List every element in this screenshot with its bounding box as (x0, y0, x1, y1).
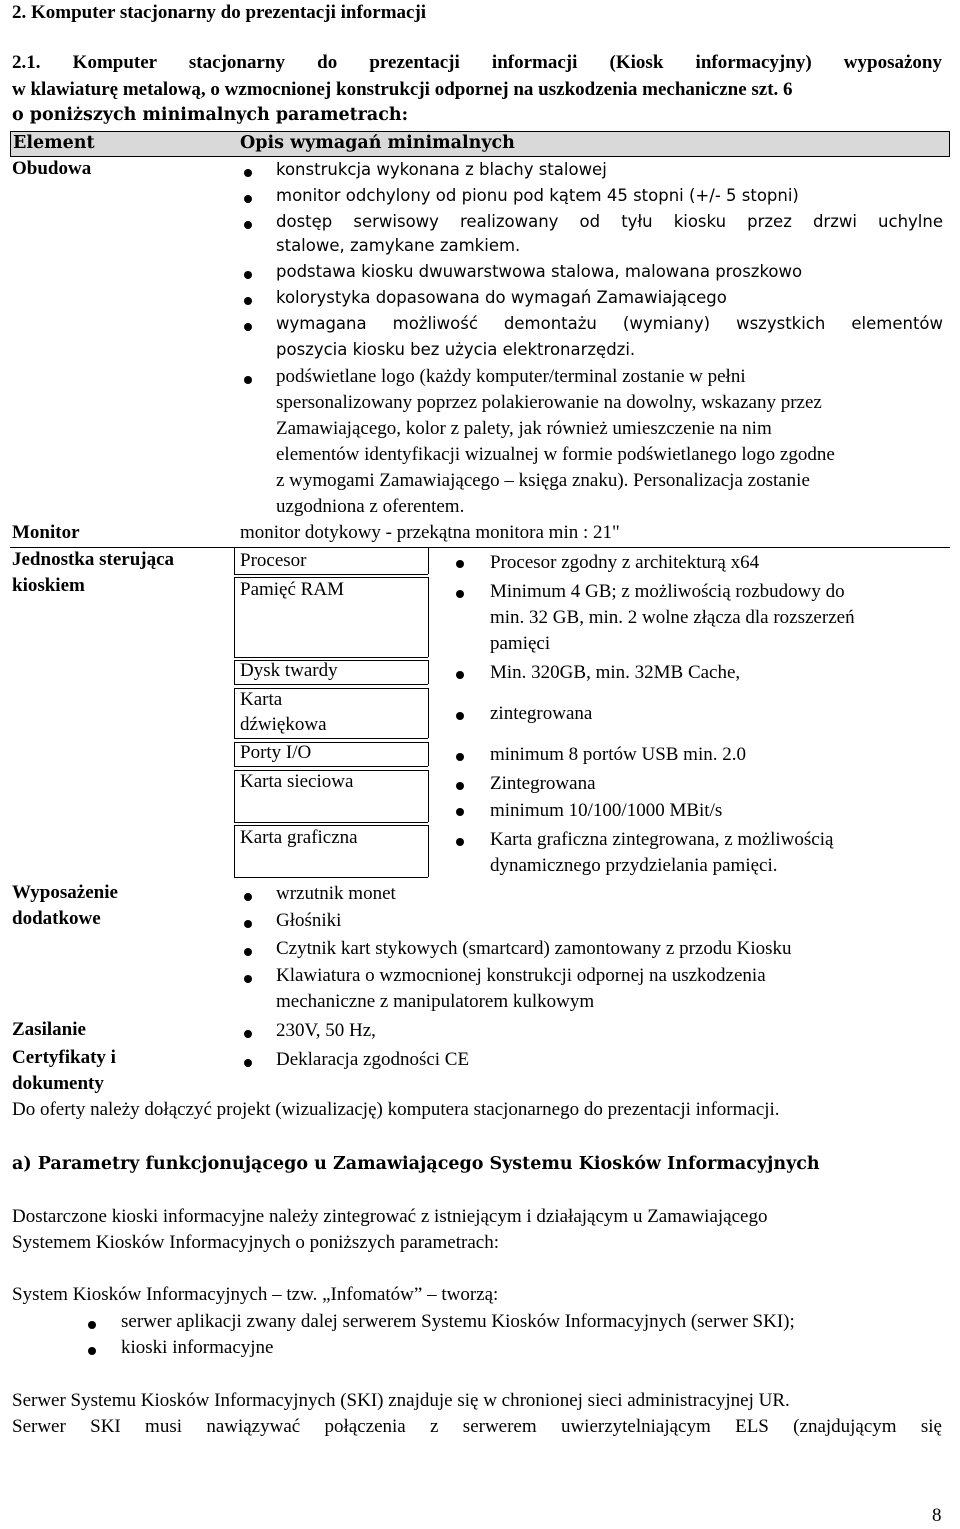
obudowa-item-cont: uzgodniona z oferentem. (276, 496, 465, 517)
obudowa-item: podstawa kiosku dwuwarstwowa stalowa, malowana proszkowo (276, 262, 803, 281)
row-label-extras-cont: dodatkowe (12, 908, 101, 929)
obudowa-item: wymagana możliwość demontażu (wymiany) wszystkich elementów (276, 314, 943, 333)
intro-line-2: w klawiaturę metalową, o wzmocnionej konstrukcji odpornej na uszkodzenia mechaniczne szt. 6 (12, 79, 793, 100)
obudowa-item: dostęp serwisowy realizowany od tyłu kiosku przez drzwi uchylne (276, 212, 943, 231)
component-value: pamięci (490, 633, 551, 654)
row-label-unit-cont: kioskiem (12, 575, 85, 596)
subtable-border (428, 577, 429, 657)
obudowa-item-cont: elementów identyfikacji wizualnej w formie podświetlanego logo zgodne (276, 444, 835, 465)
row-label-certs: Certyfikaty i (12, 1047, 116, 1068)
bullet-icon (244, 297, 252, 305)
component-name: Porty I/O (240, 742, 312, 763)
subtable-border (428, 742, 429, 766)
component-value: min. 32 GB, min. 2 wolne złącza dla rozszerzeń (490, 607, 855, 628)
bullet-icon (456, 838, 464, 846)
bullet-icon (244, 221, 252, 229)
row-border (10, 547, 950, 548)
subtable-border (428, 825, 429, 877)
table-top-border (10, 131, 950, 132)
bullet-icon (244, 195, 252, 203)
bullet-icon (456, 808, 464, 816)
subtable-border (234, 766, 428, 767)
component-value: Procesor zgodny z architekturą x64 (490, 552, 760, 573)
subtable-border (234, 688, 235, 738)
subtable-border (234, 742, 235, 766)
obudowa-item-cont: z wymogami Zamawiającego – księga znaku). Personalizacja zostanie (276, 470, 810, 491)
subtable-border (234, 770, 235, 822)
row-label-unit: Jednostka sterująca (12, 549, 175, 570)
header-description: Opis wymagań minimalnych (240, 133, 515, 153)
subheading: a) Parametry funkcjonującego u Zamawiającego Systemu Kiosków Informacyjnych (12, 1154, 820, 1174)
extras-item: Czytnik kart stykowych (smartcard) zamontowany z przodu Kiosku (276, 938, 792, 959)
subtable-border (234, 657, 428, 658)
bullet-icon (244, 1059, 252, 1067)
obudowa-item-cont: spersonalizowany poprzez polakierowanie na dowolny, wskazany przez (276, 392, 822, 413)
paragraph-line: Dostarczone kioski informacyjne należy zintegrować z istniejącym i działającym u Zamawiającego (12, 1206, 768, 1227)
bullet-icon (88, 1347, 96, 1355)
bullet-icon (244, 169, 252, 177)
subtable-border (428, 547, 429, 574)
component-name-cont: dźwiękowa (240, 714, 327, 735)
bullet-icon (456, 671, 464, 679)
row-label-extras: Wyposażenie (12, 882, 118, 903)
bullet-icon (456, 782, 464, 790)
bullet-icon (456, 753, 464, 761)
intro-line-1: 2.1. Komputer stacjonarny do prezentacji informacji (Kiosk informacyjny) wyposażony (12, 52, 942, 73)
subtable-border (428, 660, 429, 684)
table-header-border (10, 156, 950, 157)
component-name: Procesor (240, 550, 307, 571)
subtable-border (234, 825, 428, 826)
subtable-border (428, 688, 429, 738)
component-name: Karta (240, 689, 283, 710)
component-name: Karta sieciowa (240, 771, 354, 792)
monitor-value: monitor dotykowy - przekątna monitora min : 21" (240, 522, 620, 543)
list-item: serwer aplikacji zwany dalej serwerem Systemu Kiosków Informacyjnych (serwer SKI); (121, 1311, 795, 1332)
obudowa-item-cont: poszycia kiosku bez użycia elektronarzędzi. (276, 340, 636, 359)
component-value: Min. 320GB, min. 32MB Cache, (490, 662, 741, 683)
obudowa-item: konstrukcja wykonana z blachy stalowej (276, 160, 607, 179)
bullet-icon (244, 948, 252, 956)
extras-item-cont: mechaniczne z manipulatorem kulkowym (276, 991, 595, 1012)
offer-note: Do oferty należy dołączyć projekt (wizualizację) komputera stacjonarnego do prezentacji informacji. (12, 1099, 780, 1120)
component-value: minimum 10/100/1000 MBit/s (490, 800, 723, 821)
extras-item: Głośniki (276, 910, 342, 931)
subtable-border (234, 684, 428, 685)
paragraph-line: Serwer SKI musi nawiązywać połączenia z serwerem uwierzytelniającym ELS (znajdującym się (12, 1416, 942, 1437)
row-label-certs-cont: dokumenty (12, 1073, 104, 1094)
component-name: Dysk twardy (240, 660, 338, 681)
subtable-border (234, 577, 428, 578)
bullet-icon (456, 712, 464, 720)
obudowa-item: kolorystyka dopasowana do wymagań Zamawiającego (276, 288, 727, 307)
paragraph-line: System Kiosków Informacyjnych – tzw. „Infomatów” – tworzą: (12, 1284, 499, 1305)
paragraph-line: Serwer Systemu Kiosków Informacyjnych (SKI) znajduje się w chronionej sieci administracyjnej UR. (12, 1390, 790, 1411)
bullet-icon (244, 975, 252, 983)
extras-item: wrzutnik monet (276, 883, 396, 904)
bullet-icon (456, 560, 464, 568)
component-value: Karta graficzna zintegrowana, z możliwością (490, 829, 834, 850)
subtable-border (234, 738, 428, 739)
component-value: minimum 8 portów USB min. 2.0 (490, 744, 746, 765)
subtable-border (234, 574, 428, 575)
subtable-border (234, 877, 428, 878)
extras-item: Klawiatura o wzmocnionej konstrukcji odpornej na uszkodzenia (276, 965, 766, 986)
component-name: Karta graficzna (240, 827, 358, 848)
bullet-icon (244, 323, 252, 331)
section-heading: 2. Komputer stacjonarny do prezentacji informacji (12, 2, 427, 23)
power-value: 230V, 50 Hz, (276, 1020, 376, 1041)
intro-line-3: o poniższych minimalnych parametrach: (12, 105, 409, 125)
row-label-monitor: Monitor (12, 522, 80, 543)
obudowa-item: monitor odchylony od pionu pod kątem 45 stopni (+/- 5 stopni) (276, 186, 799, 205)
bullet-icon (244, 376, 252, 384)
header-element: Element (13, 133, 95, 153)
obudowa-item-cont: stalowe, zamykane zamkiem. (276, 236, 521, 255)
bullet-icon (244, 1030, 252, 1038)
row-label-obudowa: Obudowa (12, 158, 92, 179)
bullet-icon (88, 1321, 96, 1329)
component-value: dynamicznego przydzielania pamięci. (490, 855, 778, 876)
obudowa-item-cont: Zamawiającego, kolor z palety, jak również umieszczenie na nim (276, 418, 772, 439)
bullet-icon (456, 590, 464, 598)
component-value: Minimum 4 GB; z możliwością rozbudowy do (490, 581, 845, 602)
list-item: kioski informacyjne (121, 1337, 274, 1358)
paragraph-line: Systemem Kiosków Informacyjnych o poniższych parametrach: (12, 1232, 499, 1253)
component-value: zintegrowana (490, 703, 593, 724)
table-right-border (949, 131, 950, 156)
component-value: Zintegrowana (490, 773, 596, 794)
row-label-power: Zasilanie (12, 1019, 86, 1040)
bullet-icon (244, 271, 252, 279)
page-number: 8 (932, 1505, 942, 1526)
subtable-border (428, 770, 429, 822)
table-left-border (10, 131, 11, 156)
obudowa-item: podświetlane logo (każdy komputer/terminal zostanie w pełni (276, 366, 746, 387)
certs-value: Deklaracja zgodności CE (276, 1049, 470, 1070)
subtable-border (234, 547, 235, 574)
subtable-border (234, 577, 235, 657)
subtable-border (234, 822, 428, 823)
subtable-border (234, 825, 235, 877)
bullet-icon (244, 893, 252, 901)
bullet-icon (244, 920, 252, 928)
component-name: Pamięć RAM (240, 579, 344, 600)
subtable-border (234, 660, 235, 684)
